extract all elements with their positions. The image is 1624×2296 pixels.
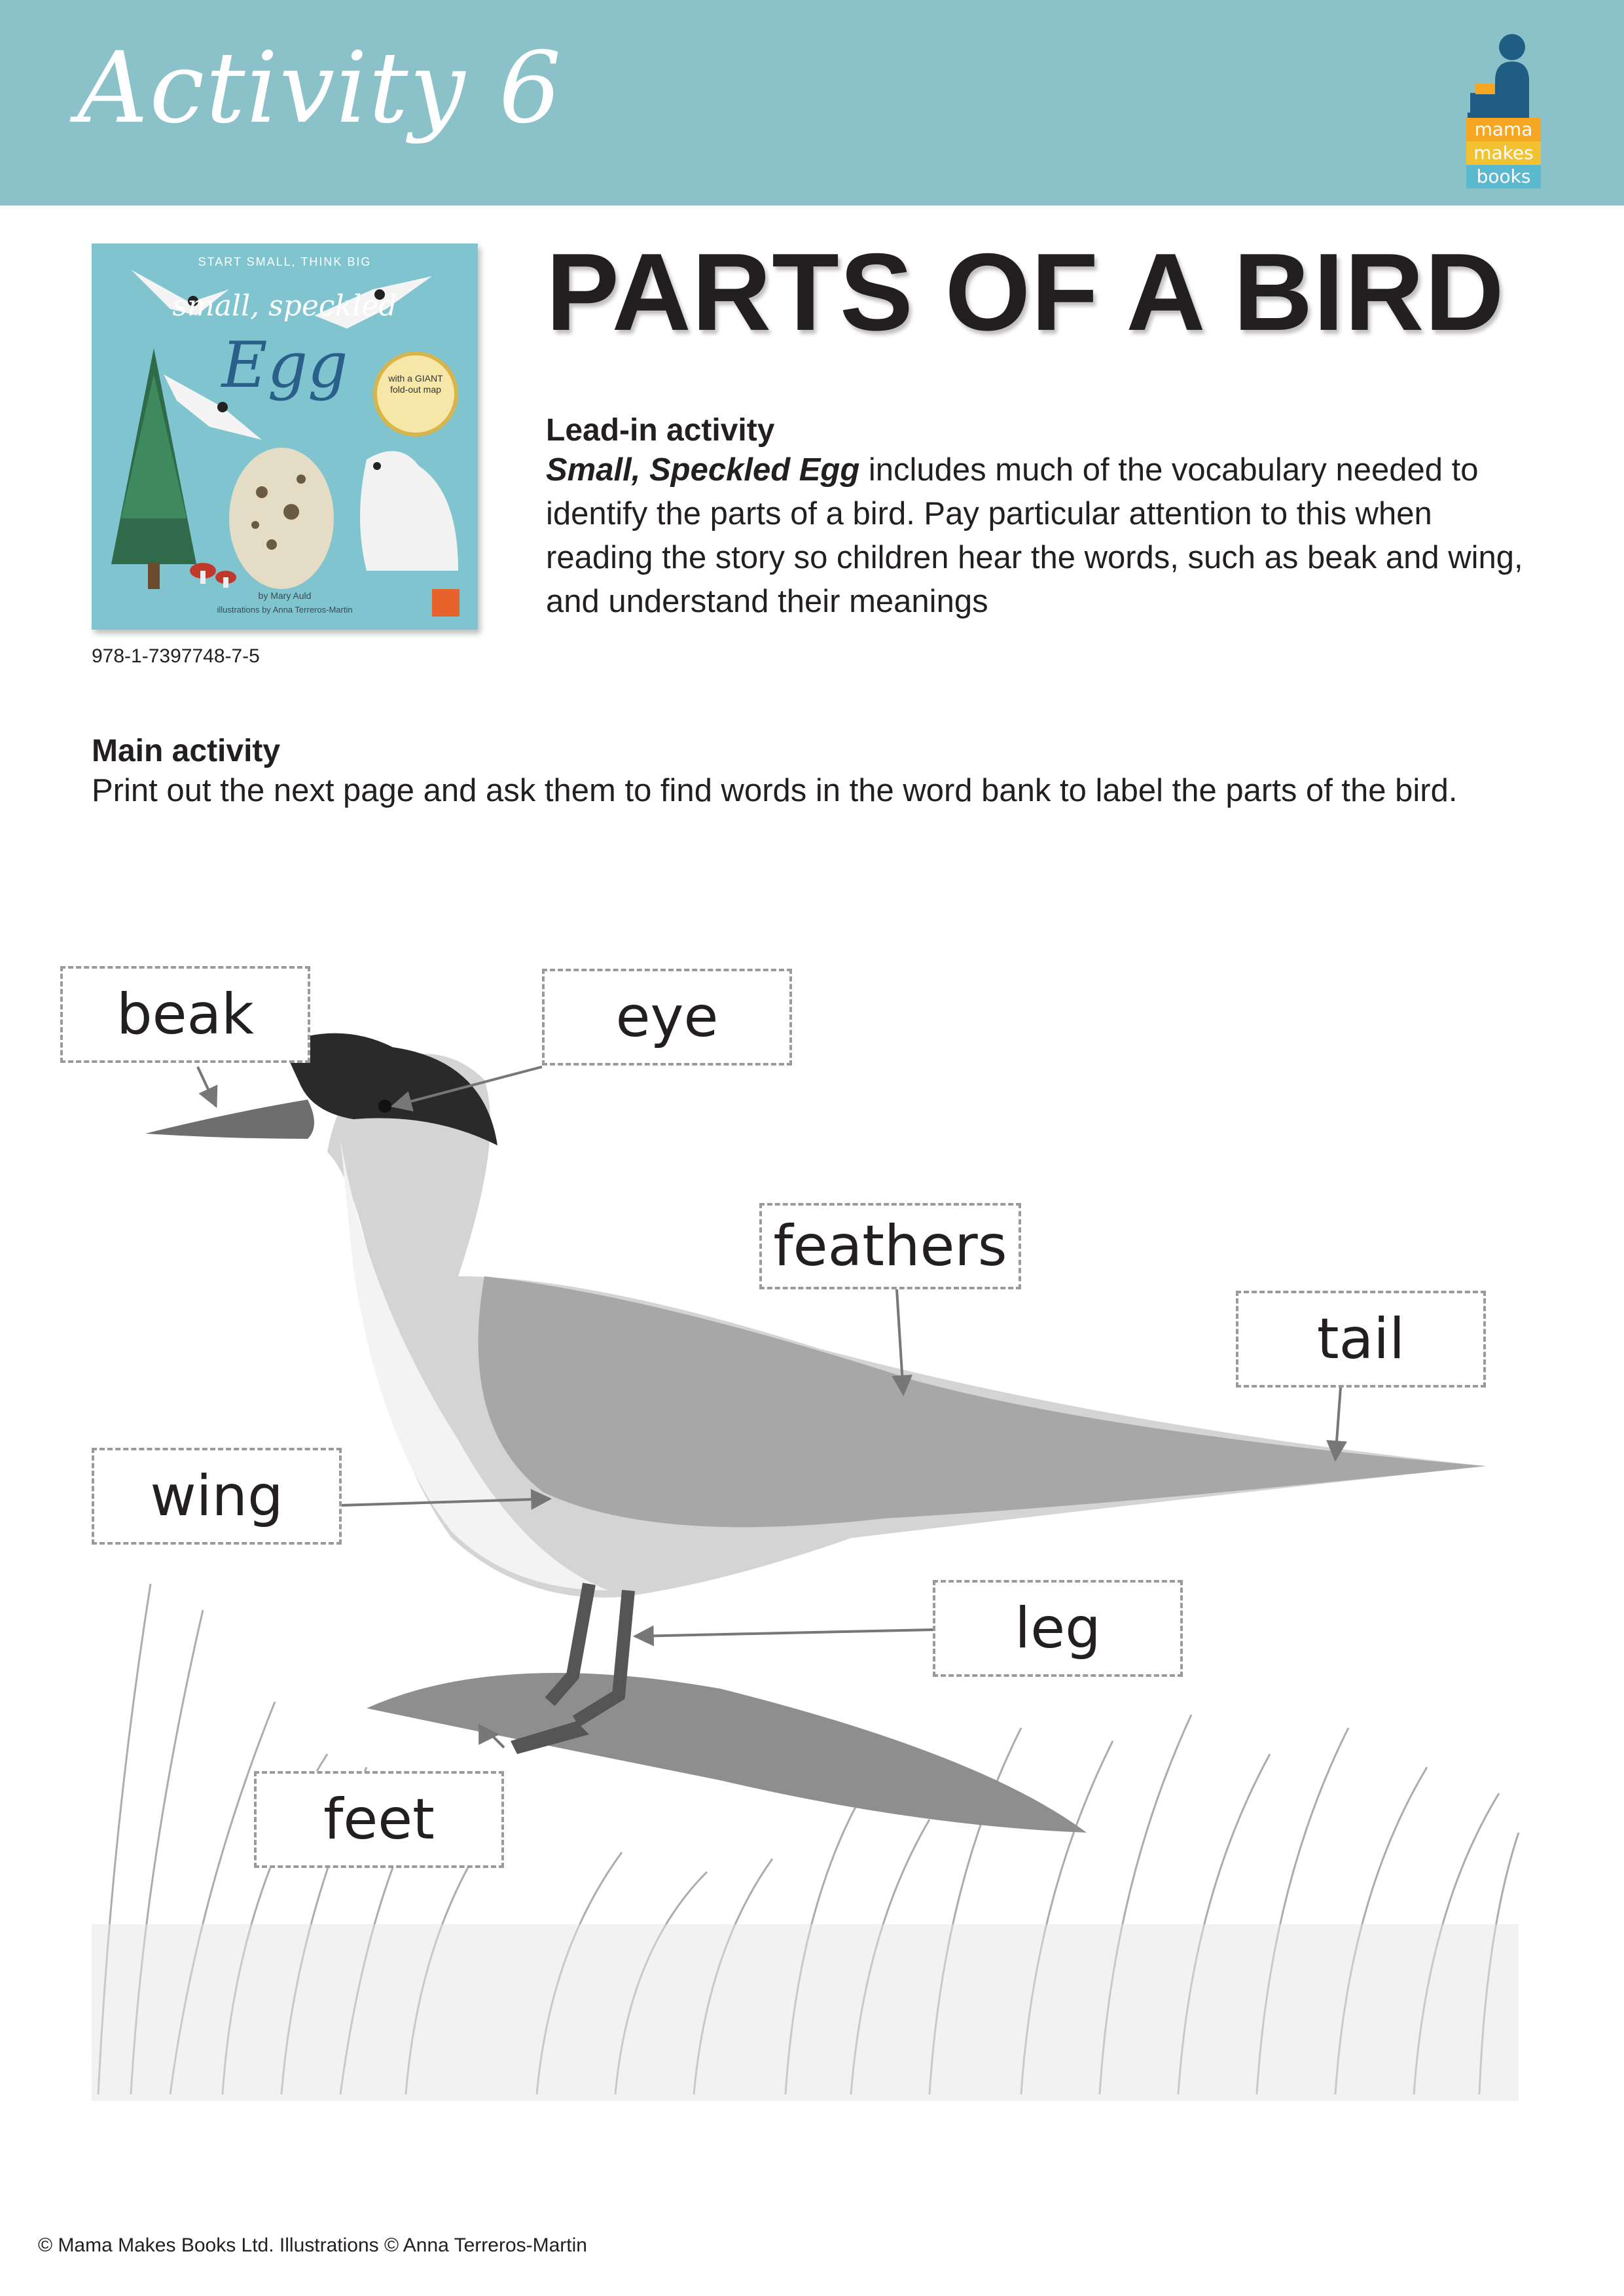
cover-title-line2: Egg [221,329,348,402]
cover-tagline: START SMALL, THINK BIG [198,255,372,268]
label-beak: beak [60,966,310,1063]
logo-word-mama: mama [1466,118,1541,141]
logo-word-makes: makes [1466,141,1541,165]
label-feet: feet [254,1771,504,1868]
cover-title-line1: small, speckled [172,289,397,323]
label-feathers: feathers [759,1203,1021,1289]
lead-in-heading: Lead-in activity [546,413,775,448]
label-wing: wing [92,1448,342,1545]
label-eye: eye [542,969,792,1066]
label-leg: leg [933,1580,1183,1677]
book-title-italic: Small, Speckled Egg [546,452,860,488]
lead-in-text: includes much of the vocabulary needed to identify the parts of a bird. Pay particular attention to this when reading the story so children hear the words, such as beak and wing, and understand their meanings [546,452,1523,619]
isbn-text: 978-1-7397748-7-5 [92,645,260,667]
main-activity-body: Print out the next page and ask them to find words in the word bank to label the parts of the bird. [92,773,1458,808]
activity-title: Activity 6 [77,31,563,145]
cover-illustrator: illustrations by Anna Terreros-Martin [217,605,353,615]
main-activity-heading: Main activity [92,734,281,768]
page-title: PARTS OF A BIRD [546,230,1505,353]
footer-copyright: © Mama Makes Books Ltd. Illustrations © Anna Terreros-Martin [38,2234,587,2256]
tern-illustration [145,1033,1486,1754]
cover-author: by Mary Auld [258,590,312,601]
logo-word-books: books [1466,165,1541,188]
cover-badge: with a GIANT fold-out map [388,373,443,395]
label-tail: tail [1236,1291,1486,1388]
